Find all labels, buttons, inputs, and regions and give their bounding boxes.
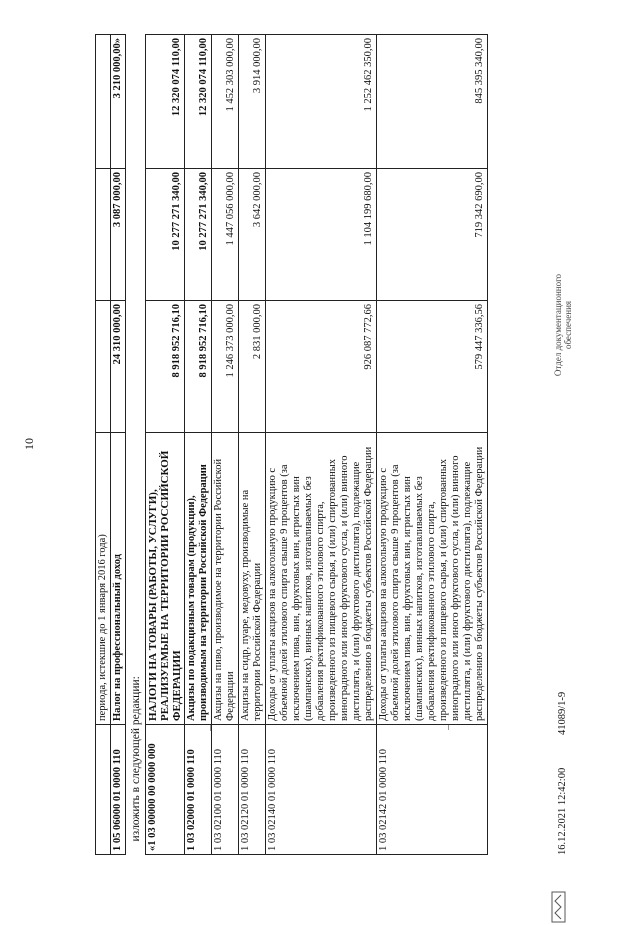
row-value-2: 1 447 056 000,00: [212, 169, 239, 301]
row-name: Доходы от уплаты акцизов на алкогольную продукцию с объемной долей этилового спирта свыше 9 процентов (за исключением пива, вин, фруктовых вин, игристых вин (шампанских), винных напитков, изготавливаемых без добавления ректификованного этилового спирта, произведенного из пищевого сырья, и (или) спиртованных виноградного или иного фруктового сусла, и (или) винного дистиллята, и (или) фруктового дистиллята), подлежащие распределению в бюджеты субъектов Российской Федерации: [377, 433, 488, 725]
row-code: 1 05 06000 01 0000 110: [111, 725, 126, 855]
intro-row: [126, 35, 146, 855]
row-code: 1 03 02142 01 0000 110: [377, 725, 488, 855]
row-name: НАЛОГИ НА ТОВАРЫ (РАБОТЫ, УСЛУГИ), РЕАЛИЗУЕМЫЕ НА ТЕРРИТОРИИ РОССИЙСКОЙ ФЕДЕРАЦИИ: [146, 433, 185, 725]
table-row: [185, 35, 212, 855]
row-value-1: [96, 301, 111, 433]
row-code: 1 03 02000 01 0000 110: [185, 725, 212, 855]
row-value-2: 10 277 271 340,00: [185, 169, 212, 301]
table-row: [239, 35, 266, 855]
row-value-2: 3 642 000,00: [239, 169, 266, 301]
table-row: [96, 35, 111, 855]
row-value-1: 8 918 952 716,10: [185, 301, 212, 433]
row-value-2: 719 342 690,00: [377, 169, 488, 301]
new-rows: [146, 35, 488, 855]
row-value-3: 3 210 000,00»: [111, 35, 126, 169]
row-code: 1 03 02100 01 0000 110: [212, 725, 239, 855]
footer-stamp: Отдел документационного обеспечения: [553, 273, 573, 377]
table-row: [377, 35, 488, 855]
row-value-1: 579 447 336,56: [377, 301, 488, 433]
row-value-2: 1 104 199 680,00: [266, 169, 377, 301]
row-value-2: 10 277 271 340,00: [146, 169, 185, 301]
row-value-1: 8 918 952 716,10: [146, 301, 185, 433]
row-name: Акцизы на сидр, пуаре, медовуху, производимые на территории Российской Федерации: [239, 433, 266, 725]
row-value-1: 926 087 772,66: [266, 301, 377, 433]
row-value-3: 1 252 462 350,00: [266, 35, 377, 169]
row-value-3: 845 395 340,00: [377, 35, 488, 169]
row-value-2: [96, 169, 111, 301]
page-number: 10: [22, 438, 36, 450]
row-name: Налог на профессиональный доход: [111, 433, 126, 725]
row-code: [96, 725, 111, 855]
row-value-3: 3 914 000,00: [239, 35, 266, 169]
row-value-1: 24 310 000,00: [111, 301, 126, 433]
row-name: Доходы от уплаты акцизов на алкогольную продукцию с объемной долей этилового спирта свыше 9 процентов (за исключением пива, вин, фруктовых вин, игристых вин (шампанских), винных напитков, изготавливаемых без добавления ректификованного этилового спирта, произведенного из пищевого сырья, и (или) спиртованных виноградного или иного фруктового сусла, и (или) винного дистиллята, и (или) фруктового дистиллята), подлежащие распределению в бюджеты субъектов Российской Федерации: [266, 433, 377, 725]
table-row: [212, 35, 239, 855]
table-row: [146, 35, 185, 855]
row-value-3: [96, 35, 111, 169]
row-value-3: 12 320 074 110,00: [146, 35, 185, 169]
table-row: [266, 35, 377, 855]
row-value-3: 12 320 074 110,00: [185, 35, 212, 169]
logo-icon: [547, 885, 569, 925]
row-name: периода, истекшие до 1 января 2016 года): [96, 433, 111, 725]
row-code: «1 03 00000 00 0000 000: [146, 725, 185, 855]
budget-table: [95, 34, 488, 855]
intro-text: изложить в следующей редакции:: [130, 676, 142, 842]
row-value-1: 1 246 373 000,00: [212, 301, 239, 433]
document-page: [95, 25, 573, 855]
row-code: 1 03 02120 01 0000 110: [239, 725, 266, 855]
row-name: Акцизы по подакцизным товарам (продукции), производимым на территории Российской Федерации: [185, 433, 212, 725]
row-code: 1 03 02140 01 0000 110: [266, 725, 377, 855]
footer-date: 16.12.2021 12:42:00: [557, 767, 568, 855]
row-value-1: 2 831 000,00: [239, 301, 266, 433]
previous-rows: [96, 35, 126, 855]
row-name: Акцизы на пиво, производимое на территории Российской Федерации: [212, 433, 239, 725]
row-value-2: 3 087 000,00: [111, 169, 126, 301]
row-value-3: 1 452 303 000,00: [212, 35, 239, 169]
footer-doc-id: 41089/1-9: [557, 691, 568, 735]
table-row: [111, 35, 126, 855]
